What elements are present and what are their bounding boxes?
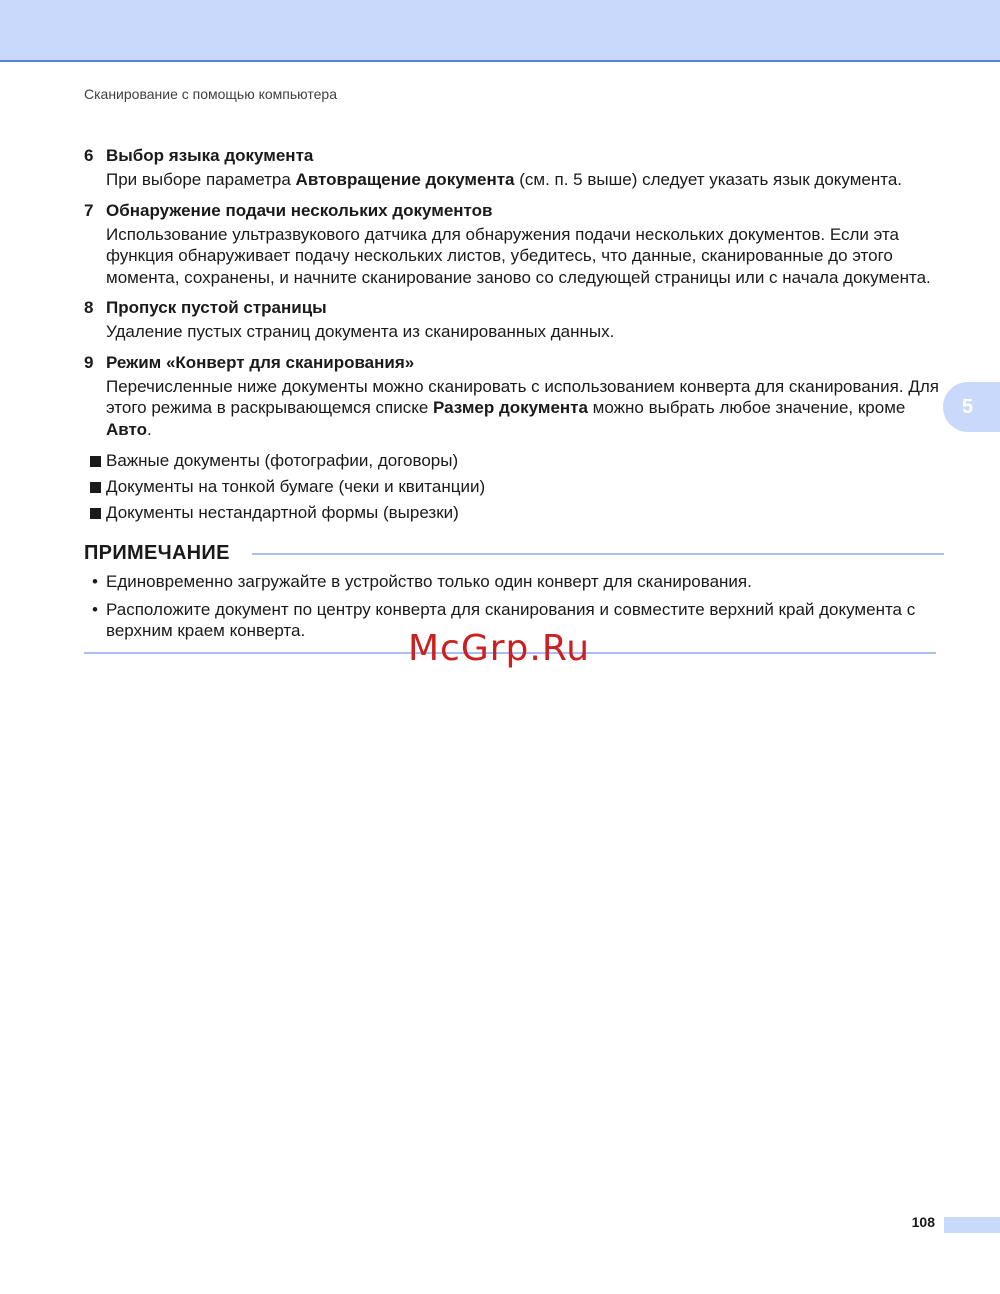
body-text: можно выбрать любое значение, кроме xyxy=(587,398,906,417)
step-title-text: Обнаружение подачи нескольких документов xyxy=(106,200,493,220)
body-text: При выборе параметра xyxy=(106,170,296,189)
page-number: 108 xyxy=(911,1214,935,1230)
note-item xyxy=(84,571,944,593)
step-title xyxy=(84,296,944,320)
note-rule xyxy=(252,553,944,555)
body-text: (см. п. 5 выше) следует указать язык документа. xyxy=(514,170,903,189)
top-band xyxy=(0,0,1000,62)
option-value: Авто xyxy=(106,419,147,439)
list-item-text: Документы на тонкой бумаге (чеки и квитанции) xyxy=(106,477,486,496)
note-header xyxy=(84,542,944,565)
step-6 xyxy=(84,144,944,191)
list-item xyxy=(90,500,944,526)
option-name: Размер документа xyxy=(433,398,588,417)
step-number: 8 xyxy=(84,298,94,317)
step-title xyxy=(84,144,944,168)
footer-tab xyxy=(944,1217,1000,1233)
body-text: Перечисленные ниже документы можно сканировать с использованием конверта для сканирования. Для этого режима в раскрывающемся списке xyxy=(106,376,939,417)
list-item-text: Документы нестандартной формы (вырезки) xyxy=(106,503,459,522)
square-bullet-icon xyxy=(90,508,101,519)
step-title-text: Выбор языка документа xyxy=(106,146,314,165)
square-list xyxy=(84,448,944,526)
square-bullet-icon xyxy=(90,456,101,467)
step-number: 6 xyxy=(84,146,94,165)
body-text: . xyxy=(147,419,152,439)
note-title: ПРИМЕЧАНИЕ xyxy=(84,542,230,564)
step-body xyxy=(106,376,944,441)
page-content xyxy=(84,144,944,654)
step-9 xyxy=(84,351,944,441)
list-item xyxy=(90,448,944,474)
step-number: 9 xyxy=(84,352,94,372)
square-bullet-icon xyxy=(90,482,101,493)
step-title-text: Режим «Конверт для сканирования» xyxy=(106,352,415,372)
chapter-tab: 5 xyxy=(943,382,1000,432)
step-number: 7 xyxy=(84,200,94,220)
step-title xyxy=(84,199,944,223)
bullet-icon: • xyxy=(92,599,98,619)
step-body: Использование ультразвукового датчика для обнаружения подачи нескольких документов. Если эта функция обнаруживает подачу нескольких листов, убедитесь, что данные, сканированные до этого момента, сохранены, и начните сканирование заново со следующей страницы или с начала документа. xyxy=(106,224,931,287)
bullet-icon: • xyxy=(92,572,98,591)
list-item-text: Важные документы (фотографии, договоры) xyxy=(106,451,459,470)
step-body xyxy=(106,169,944,191)
step-8 xyxy=(84,296,944,343)
list-item xyxy=(90,474,944,500)
watermark: McGrp.Ru xyxy=(408,628,591,669)
step-body: Удаление пустых страниц документа из сканированных данных. xyxy=(106,322,615,341)
running-header: Сканирование с помощью компьютера xyxy=(84,86,337,102)
step-title-text: Пропуск пустой страницы xyxy=(106,298,327,317)
step-7 xyxy=(84,199,944,289)
note-item-text: Расположите документ по центру конверта для сканирования и совместите верхний край документа с верхним краем конверта. xyxy=(106,599,916,640)
note-item-text: Единовременно загружайте в устройство только один конверт для сканирования. xyxy=(106,572,752,591)
option-name: Автовращение документа xyxy=(295,170,515,189)
step-title xyxy=(84,351,944,375)
